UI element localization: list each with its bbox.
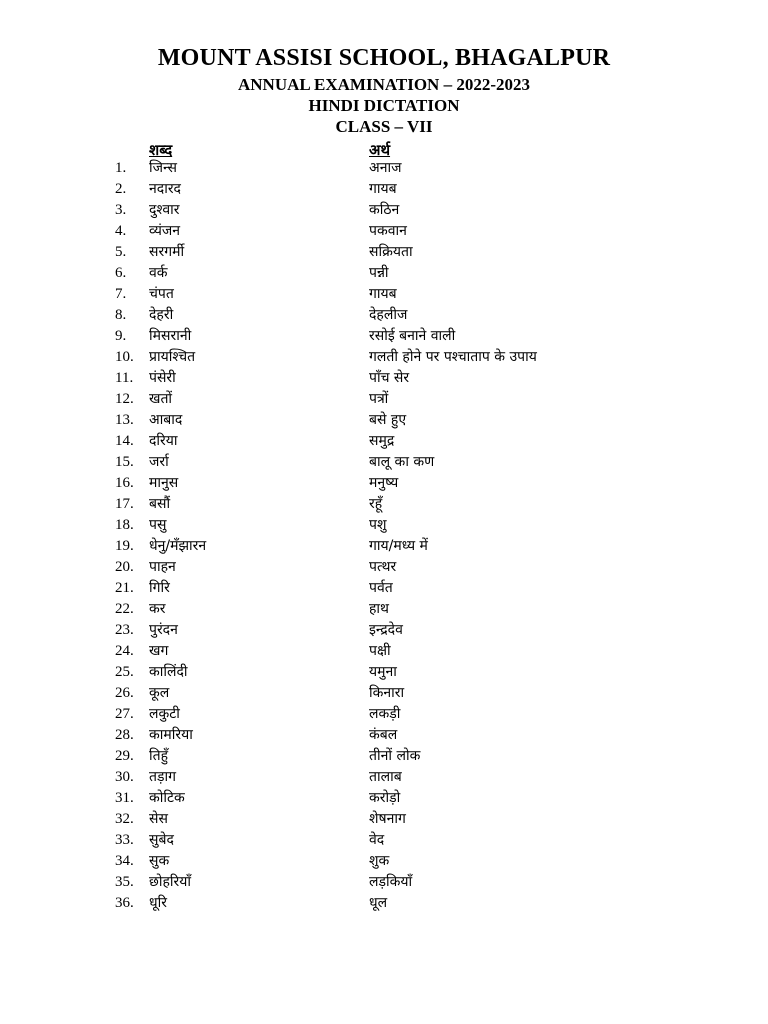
word-meaning: पत्रों — [369, 391, 389, 407]
hindi-word: सुक — [149, 853, 170, 869]
subject-title: HINDI DICTATION — [308, 96, 460, 115]
hindi-word: सुबेद — [149, 832, 174, 848]
hindi-word: कामरिया — [149, 727, 193, 743]
list-item — [0, 347, 768, 368]
word-meaning: इन्द्रदेव — [369, 622, 403, 638]
hindi-word: मिसरानी — [149, 328, 192, 344]
list-item — [0, 200, 768, 221]
word-meaning: अनाज — [369, 160, 402, 176]
row-number: 19. — [115, 538, 134, 554]
row-number: 36. — [115, 895, 134, 911]
word-meaning: कंबल — [369, 727, 398, 743]
row-number: 28. — [115, 727, 134, 743]
row-number: 1. — [115, 160, 127, 176]
row-number: 34. — [115, 853, 134, 869]
list-item — [0, 158, 768, 179]
word-meaning: लकड़ी — [369, 706, 401, 722]
list-item — [0, 704, 768, 725]
row-number: 15. — [115, 454, 134, 470]
word-meaning: किनारा — [369, 685, 405, 701]
document-header — [0, 42, 768, 137]
word-meaning: शेषनाग — [369, 811, 406, 827]
hindi-word: तिहुँ — [149, 748, 169, 764]
row-number: 11. — [115, 370, 134, 386]
list-item — [0, 179, 768, 200]
hindi-word: प्रायश्चित — [149, 349, 196, 365]
word-meaning: वेद — [369, 832, 385, 848]
hindi-word: छोहरियाँ — [149, 874, 191, 890]
row-number: 23. — [115, 622, 134, 638]
school-name: MOUNT ASSISI SCHOOL, BHAGALPUR — [157, 45, 611, 71]
list-item — [0, 788, 768, 809]
exam-title: ANNUAL EXAMINATION – 2022-2023 — [238, 75, 530, 94]
word-meaning: करोड़ो — [369, 790, 401, 806]
row-number: 16. — [115, 475, 134, 491]
row-number: 8. — [115, 307, 127, 323]
word-meaning: मनुष्य — [369, 475, 399, 491]
row-number: 18. — [115, 517, 134, 533]
row-number: 25. — [115, 664, 134, 680]
list-item — [0, 830, 768, 851]
row-number: 32. — [115, 811, 134, 827]
row-number: 3. — [115, 202, 127, 218]
list-item — [0, 494, 768, 515]
list-item — [0, 599, 768, 620]
list-item — [0, 410, 768, 431]
hindi-word: कर — [149, 601, 166, 617]
row-number: 26. — [115, 685, 134, 701]
list-item — [0, 851, 768, 872]
row-number: 2. — [115, 181, 127, 197]
hindi-word: पुरंदन — [149, 622, 178, 638]
list-item — [0, 431, 768, 452]
hindi-word: धेनु/मँझारन — [149, 538, 207, 554]
row-number: 30. — [115, 769, 134, 785]
list-item — [0, 893, 768, 914]
word-meaning: सक्रियता — [369, 244, 413, 260]
hindi-word: जिन्स — [149, 160, 177, 176]
hindi-word: बसौं — [149, 496, 171, 512]
hindi-word: चंपत — [149, 286, 174, 302]
row-number: 14. — [115, 433, 134, 449]
list-item — [0, 221, 768, 242]
hindi-word: दरिया — [149, 433, 178, 449]
word-meaning: समुद्र — [369, 433, 395, 449]
row-number: 21. — [115, 580, 134, 596]
word-meaning: पशु — [369, 517, 387, 533]
hindi-word: मानुस — [149, 475, 179, 491]
list-item — [0, 368, 768, 389]
hindi-word: तड़ाग — [149, 769, 176, 785]
word-meaning: बालू का कण — [369, 454, 435, 470]
word-meaning: रसोई बनाने वाली — [369, 328, 456, 344]
row-number: 29. — [115, 748, 134, 764]
word-meaning: धूल — [369, 895, 388, 911]
list-item — [0, 767, 768, 788]
word-meaning: शुक — [369, 853, 390, 869]
hindi-word: नदारद — [149, 181, 181, 197]
row-number: 27. — [115, 706, 134, 722]
row-number: 24. — [115, 643, 134, 659]
word-meaning: रहूँ — [369, 496, 383, 512]
hindi-word: सेस — [149, 811, 168, 827]
list-item — [0, 242, 768, 263]
word-meaning: यमुना — [369, 664, 397, 680]
word-meaning: कठिन — [369, 202, 400, 218]
list-item — [0, 473, 768, 494]
list-item — [0, 536, 768, 557]
list-item — [0, 389, 768, 410]
hindi-word: पाहन — [149, 559, 176, 575]
row-number: 6. — [115, 265, 127, 281]
word-meaning: गायब — [369, 286, 397, 302]
row-number: 35. — [115, 874, 134, 890]
word-meaning: गायब — [369, 181, 397, 197]
hindi-word: लकुटी — [149, 706, 180, 722]
list-item — [0, 725, 768, 746]
list-item — [0, 620, 768, 641]
vocabulary-list — [0, 158, 768, 914]
hindi-word: गिरि — [149, 580, 170, 596]
list-item — [0, 284, 768, 305]
row-number: 31. — [115, 790, 134, 806]
list-item — [0, 557, 768, 578]
list-item — [0, 662, 768, 683]
word-meaning: हाथ — [369, 601, 390, 617]
list-item — [0, 683, 768, 704]
word-meaning: देहलीज — [369, 307, 408, 323]
hindi-word: खतों — [149, 391, 173, 407]
list-item — [0, 326, 768, 347]
row-number: 13. — [115, 412, 134, 428]
list-item — [0, 515, 768, 536]
row-number: 5. — [115, 244, 127, 260]
row-number: 20. — [115, 559, 134, 575]
hindi-word: कालिंदी — [149, 664, 188, 680]
word-column-heading: शब्द — [149, 141, 173, 159]
word-meaning: पक्षी — [369, 643, 391, 659]
row-number: 22. — [115, 601, 134, 617]
hindi-word: धूरि — [149, 895, 167, 911]
word-meaning: पन्नी — [369, 265, 389, 281]
hindi-word: जर्रा — [149, 454, 169, 470]
meaning-column-heading: अर्थ — [369, 141, 391, 159]
hindi-word: देहरी — [149, 307, 174, 323]
hindi-word: कूल — [149, 685, 170, 701]
list-item — [0, 809, 768, 830]
word-meaning: पत्थर — [369, 559, 397, 575]
hindi-word: पसु — [149, 517, 167, 533]
hindi-word: सरगर्मी — [149, 244, 185, 260]
list-item — [0, 305, 768, 326]
hindi-word: खग — [149, 643, 169, 659]
list-item — [0, 641, 768, 662]
list-item — [0, 872, 768, 893]
list-item — [0, 578, 768, 599]
class-title: CLASS – VII — [335, 117, 433, 136]
row-number: 9. — [115, 328, 127, 344]
row-number: 33. — [115, 832, 134, 848]
word-meaning: गलती होने पर पश्चाताप के उपाय — [369, 349, 537, 365]
row-number: 12. — [115, 391, 134, 407]
list-item — [0, 263, 768, 284]
word-meaning: पकवान — [369, 223, 407, 239]
row-number: 7. — [115, 286, 127, 302]
hindi-word: वर्क — [149, 265, 168, 281]
list-item — [0, 452, 768, 473]
word-meaning: पर्वत — [369, 580, 393, 596]
word-meaning: तालाब — [369, 769, 402, 785]
hindi-word: आबाद — [149, 412, 183, 428]
word-meaning: तीनों लोक — [369, 748, 421, 764]
row-number: 10. — [115, 349, 134, 365]
list-item — [0, 746, 768, 767]
hindi-word: पंसेरी — [149, 370, 176, 386]
word-meaning: बसे हुए — [369, 412, 407, 428]
row-number: 4. — [115, 223, 127, 239]
word-meaning: गाय/मध्य में — [369, 538, 428, 554]
hindi-word: व्यंजन — [149, 223, 181, 239]
word-meaning: पाँच सेर — [369, 370, 410, 386]
hindi-word: दुश्वार — [149, 202, 180, 218]
word-meaning: लड़कियाँ — [369, 874, 413, 890]
hindi-word: कोटिक — [149, 790, 185, 806]
row-number: 17. — [115, 496, 134, 512]
